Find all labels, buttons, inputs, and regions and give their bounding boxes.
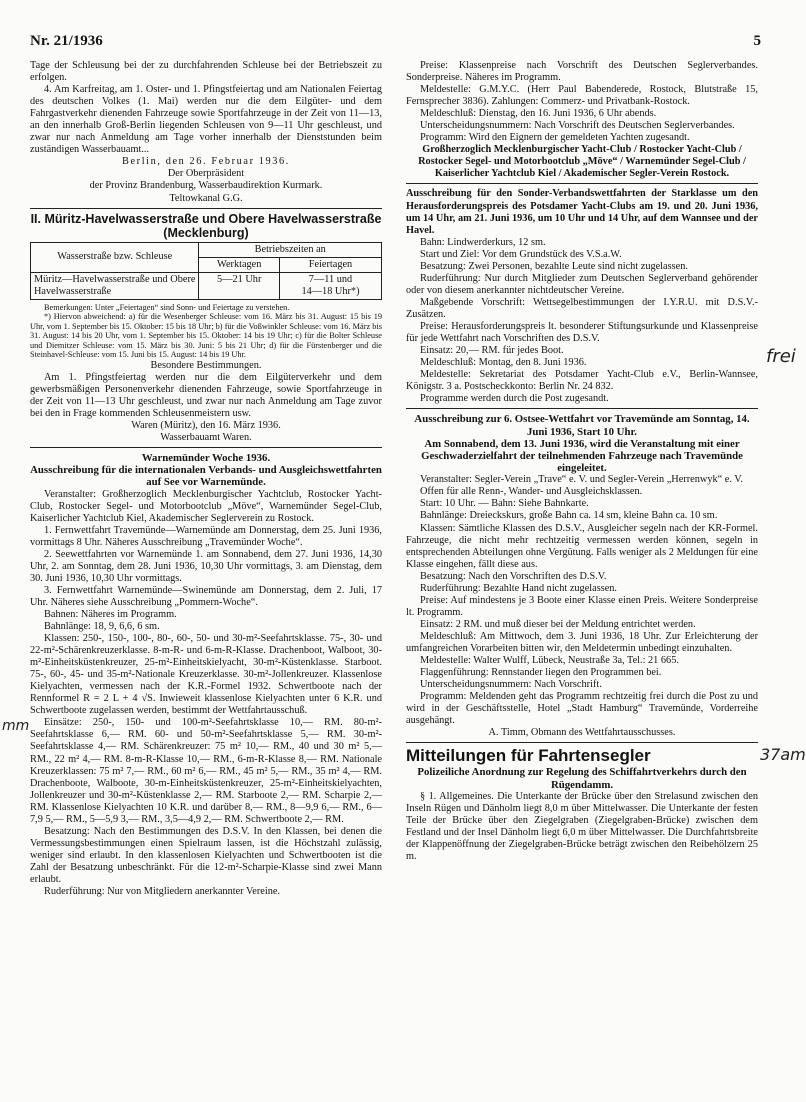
paragraph: Meldeschluß: Am Mittwoch, dem 3. Juni 1936, 18 Uhr. Zur Erleichterung der umfangreichen Vorarbeiten bitten wir, den Meldetermin unbedingt einzuhalten. bbox=[406, 630, 758, 654]
footnote: Bemerkungen: Unter „Feiertagen“ sind Sonn- und Feiertage zu verstehen. bbox=[44, 302, 290, 312]
paragraph: Bahn: Lindwerderkurs, 12 sm. bbox=[420, 236, 546, 248]
paragraph: Ruderführung: Nur von Mitgliedern anerkannter Vereine. bbox=[44, 886, 280, 898]
paragraph: Preise: Auf mindestens je 3 Boote einer Klasse einen Preis. Weitere Sonderpreise lt. Programm. bbox=[406, 594, 758, 618]
section-heading: Ausschreibung für den Sonder-Verbandswettfahrten der Starklasse um den Herausforderungspreis des Potsdamer Yacht-Clubs am 19. und 20. Juni 1936, um 14 Uhr, am 21. Juni 1936, um 10 Uhr und 14 Uhr, auf dem Wannsee und der Havel. bbox=[406, 188, 758, 236]
paragraph: 4. Am Karfreitag, am 1. Oster- und 1. Pfingstfeiertag und am Nationalen Feiertag des deutschen Volkes (1. Mai) werden nur die dem Eilgüter- und dem Fahrgastverkehr dienenden Fahrzeuge sowie Sportfahrzeuge in der Zeit von 11—13, an den innerhalb Groß-Berlin liegenden Schleusen von 9—11 Uhr geschleust, und zwar nur nach Anmeldung am Tage vorher innerhalb der Dienststunden beim zuständigen Wasserbauamt... bbox=[30, 84, 382, 156]
paragraph: Bahnlänge: 18, 9, 6,6, 6 sm. bbox=[44, 621, 160, 633]
place-date: Waren (Müritz), den 16. März 1936. bbox=[131, 419, 281, 431]
paragraph: Klassen: Sämtliche Klassen des D.S.V., Ausgleicher segeln nach der KR-Formel. Fahrzeuge, die nicht mehr rechtzeitig vermessen werden können, segeln in entsprechenden Abteilungen ohne Vergütung. Falls weniger als 2 Meldungen für eine Klasse eingehen, fällt diese aus. bbox=[406, 522, 758, 570]
section-heading: Ausschreibung zur 6. Ostsee-Wettfahrt vor Travemünde am Sonntag, 14. Juni 1936, Start 10 Uhr. bbox=[414, 413, 750, 438]
paragraph: Ruderführung: Bezahlte Hand nicht zugelassen. bbox=[420, 582, 618, 594]
paragraph: Preise: Herausforderungspreis lt. besonderer Stiftungsurkunde und Klassenpreise für jede Wettfahrt nach Vorschriften des D.S.V. bbox=[406, 320, 758, 345]
divider bbox=[30, 208, 382, 209]
paragraph: 3. Fernwettfahrt Warnemünde—Swinemünde am Donnerstag, dem 2. Juli, 17 Uhr. Näheres siehe Ausschreibung „Pommern-Woche“. bbox=[30, 584, 382, 608]
paragraph: 2. Seewettfahrten vor Warnemünde 1. am Sonnabend, dem 27. Juni 1936, 14,30 Uhr, 2. am Sonntag, dem 28. Juni 1936, 10,30 Uhr vormittags, 3. am Dienstag, dem 30. Juni 1936, 10,30 Uhr vormittags. bbox=[30, 548, 382, 584]
schedule-table bbox=[30, 242, 382, 300]
table-cell bbox=[279, 272, 381, 299]
paragraph: Start: 10 Uhr. — Bahn: Siehe Bahnkarte. bbox=[420, 498, 589, 510]
table-header: Feiertagen bbox=[279, 257, 381, 272]
signature: A. Timm, Obmann des Wettfahrtausschusses. bbox=[488, 727, 676, 739]
section-heading: II. Müritz-Havelwasserstraße und Obere Havelwasserstraße (Mecklenburg) bbox=[30, 211, 382, 240]
paragraph: Besatzung: Nach den Bestimmungen des D.S.V. In den Klassen, bei denen die Vermessungsbestimmungen einen Spielraum lassen, ist die Höchstzahl zulässig, weniger sind erlaubt. In den klassenlosen Kielyachten und Schwertbooten ist die Zahl der Besatzung unbeschränkt. Für die 12-m²-Scharpie-Klasse sind zwei Mann erlaubt. bbox=[30, 825, 382, 885]
section-subheading: Polizeiliche Anordnung zur Regelung des Schiffahrtverkehrs durch den Rügendamm. bbox=[417, 766, 747, 791]
paragraph: Veranstalter: Großherzoglich Mecklenburgischer Yachtclub, Rostocker Yacht-Club, Rostocker Segel- und Motorbootclub „Möve“, Warnemünder Segel-Club, Kaiserlicher Yachtclub Kiel, Akademischer Seglerverein zu Rostock. bbox=[30, 488, 382, 524]
paragraph: Maßgebende Vorschrift: Wettsegelbestimmungen der I.Y.R.U. mit D.S.V.-Zusätzen. bbox=[406, 296, 758, 320]
section-title: Mitteilungen für Fahrtensegler bbox=[406, 746, 651, 766]
paragraph: Klassen: 250-, 150-, 100-, 80-, 60-, 50- und 30-m²-Seefahrtsklasse. 75-, 30- und 22-m²-Schärenkreuzerklasse. 8-m-R- und 6-m-R-Klasse. Drachenboot, Walboot, 30-m²-Einheitsküstenkreuzer, 25-m²-Einheitskielyacht, 30-m²-Küstenklasse. Starboot. 75-, 60-, 45- und 35-m²-Nationale Kreuzerklasse. 30-m²-Jollenkreuzer. Klassenlose Kielyachten, vermessen nach der K.R.-Formel 1932. Schwertboote nach der Rennformel R = 2 L + 4 √S. Inwieweit klassenlose Kielyachten unter 6 K.R. und Schwertboote zugelassen werden, bestimmt der Wettfahrtausschuß. bbox=[30, 633, 382, 717]
club-list: Großherzoglich Mecklenburgischer Yacht-Club / Rostocker Yacht-Club / Rostocker Segel- und Motorbootclub „Möve“ / Warnemünder Segel-Club / Kaiserlicher Yachtclub Kiel / Akademischer Segler-Verein Rostock. bbox=[418, 144, 746, 180]
left-column bbox=[30, 60, 382, 898]
paragraph: Offen für alle Renn-, Wander- und Ausgleichsklassen. bbox=[420, 486, 643, 498]
paragraph: Meldestelle: G.M.Y.C. (Herr Paul Babenderede, Rostock, Blutstraße 15, Fernsprecher 3836). Zahlungen: Commerz- und Privatbank-Rostock. bbox=[406, 84, 758, 108]
paragraph: Meldeschluß: Dienstag, den 16. Juni 1936, 6 Uhr abends. bbox=[420, 108, 657, 120]
paragraph: Einsätze: 250-, 150- und 100-m²-Seefahrtsklasse 10,— RM. 80-m²-Seefahrtsklasse 6,— RM. 60- und 50-m²-Seefahrtsklasse 5,— RM. 30-m²-Seefahrtsklasse 4,— RM. Schärenkreuzer: 75 m² 10,— RM., 40 und 30 m² 5,— RM., 22 m² 4,— RM. 8-m-R-Klasse 10,— RM., 6-m-R-Klasse 8,— RM. Nationale Kreuzerklassen: 75 m² 7,— RM., 60 m² 6,— RM., 45 m² 5,— RM., 35 m² 4,— RM. Drachenboote, Walboote, 30-m-Einheitsküstenkreuzer, 25-m²-Einheitskielyachten, Jollenkreuzer und 30-m²-Küstenklasse 2,— RM. Starboote 2,— RM. Scharpie 2,— RM. Klassenlose Kielyachten 10 K.R. und darüber 8,— RM., 8—9,9 6,— RM., 6—7,9 5,— RM., 5—5,9 3,— RM., 3,5—4,9 2,— RM. Schwertboote 2,— RM. bbox=[30, 717, 382, 825]
paragraph: Meldestelle: Walter Wulff, Lübeck, Neustraße 3a, Tel.: 21 665. bbox=[420, 655, 679, 667]
divider bbox=[406, 183, 758, 184]
section-subheading: Am Sonnabend, dem 13. Juni 1936, wird die Veranstaltung mit einer Geschwaderzielfahrt der teilnehmenden Fahrzeuge nach Travemünde eingeleitet. bbox=[421, 437, 743, 475]
divider bbox=[406, 408, 758, 409]
divider bbox=[30, 447, 382, 448]
table-cell-line: 7—11 und bbox=[308, 273, 353, 285]
paragraph: Unterscheidungsnummern: Nach Vorschrift. bbox=[420, 679, 602, 691]
page-number: 5 bbox=[753, 33, 761, 49]
signature: Der Oberpräsident bbox=[167, 168, 245, 180]
margin-note: 37am bbox=[760, 745, 806, 764]
paragraph: Meldestelle: Sekretariat des Potsdamer Yacht-Club e.V., Berlin-Wannsee, Königstr. 3 a. Postscheckkonto: Berlin Nr. 24 832. bbox=[406, 369, 758, 393]
place-date: Berlin, den 26. Februar 1936. bbox=[122, 156, 290, 168]
issue-number: Nr. 21/1936 bbox=[30, 33, 103, 49]
signature: Teltowkanal G.G. bbox=[169, 192, 243, 204]
paragraph: Programm: Wird den Eignern der gemeldeten Yachten zugesandt. bbox=[420, 132, 690, 144]
signature: Wasserbauamt Waren. bbox=[160, 431, 252, 443]
margin-note: frei bbox=[766, 346, 796, 367]
paragraph: Bahnlänge: Dreieckskurs, große Bahn ca. 14 sm, kleine Bahn ca. 10 sm. bbox=[420, 510, 718, 522]
margin-note: mm bbox=[2, 718, 30, 734]
paragraph: Am 1. Pfingstfeiertag werden nur die dem Eilgüterverkehr und dem gewerbsmäßigen Personenverkehr dienenden Fahrzeuge, sowie Sportfahrzeuge in der Zeit von 11—13 Uhr geschleust, und zwar nur nach Anmeldung am Tage zuvor bei den in Frage kommenden Schleusenmeistern usw. bbox=[30, 371, 382, 419]
paragraph: Unterscheidungsnummern: Nach Vorschrift des Deutschen Seglerverbandes. bbox=[420, 120, 735, 132]
paragraph: Einsatz: 20,— RM. für jedes Boot. bbox=[420, 345, 564, 357]
divider bbox=[406, 742, 758, 743]
section-heading: Warnemünder Woche 1936. bbox=[141, 451, 271, 464]
paragraph: Einsatz: 2 RM. und muß dieser bei der Meldung entrichtet werden. bbox=[420, 618, 696, 630]
signature: der Provinz Brandenburg, Wasserbaudirektion Kurmark. bbox=[89, 180, 323, 192]
paragraph: Preise: Klassenpreise nach Vorschrift des Deutschen Seglerverbandes. Sonderpreise. Näheres im Programm. bbox=[406, 60, 758, 84]
paragraph: 1. Fernwettfahrt Travemünde—Warnemünde am Donnerstag, dem 25. Juni 1936, vormittags 8 Uhr. Näheres Ausschreibung „Travemünder Woche“. bbox=[30, 524, 382, 548]
table-cell-line: 14—18 Uhr*) bbox=[301, 285, 360, 297]
paragraph: Tage der Schleusung bei der zu durchfahrenden Schleuse bei der Betriebszeit zu erfolgen. bbox=[30, 60, 382, 84]
subheading: Besondere Bestimmungen. bbox=[150, 359, 262, 371]
page-header bbox=[30, 33, 769, 53]
table-cell: Müritz—Havelwasserstraße und Obere Havelwasserstraße bbox=[31, 272, 199, 299]
paragraph: Flaggenführung: Rennstander liegen den Programmen bei. bbox=[420, 667, 662, 679]
paragraph: Bahnen: Näheres im Programm. bbox=[44, 608, 177, 620]
table-header: Wasserstraße bzw. Schleuse bbox=[31, 242, 199, 272]
paragraph: Meldeschluß: Montag, den 8. Juni 1936. bbox=[420, 357, 587, 369]
table-cell: 5—21 Uhr bbox=[199, 272, 280, 299]
table-header: Werktagen bbox=[199, 257, 280, 272]
paragraph: Programme werden durch die Post zugesandt. bbox=[420, 393, 609, 405]
paragraph: Ruderführung: Nur durch Mitglieder zum Deutschen Seglerverband gehörender oder von diesem anerkannter nichtdeutscher Vereine. bbox=[406, 272, 758, 296]
paragraph: Start und Ziel: Vor dem Grundstück des V.S.a.W. bbox=[420, 248, 622, 260]
paragraph: Besatzung: Zwei Personen, bezahlte Leute sind nicht zugelassen. bbox=[420, 260, 688, 272]
section-subheading: Ausschreibung für die internationalen Verbands- und Ausgleichswettfahrten auf See vor Warnemünde. bbox=[30, 464, 382, 489]
paragraph: § 1. Allgemeines. Die Unterkante der Brücke über den Strelasund zwischen den Inseln Rügen und Dänholm liegt 8,0 m über Mittelwasser. Die Unterkante der festen Teile der Brücke über den Ziegelgraben (Ziegelgraben-Brücke) zwischen dem Festland und der Insel Dänholm liegt 6,0 m über Mittelwasser. Die Durchfahrtsbreite der Klappenöffnung der Ziegelgraben-Brücke beträgt zwischen den Reibehölzern 25 m. bbox=[406, 790, 758, 862]
paragraph: Veranstalter: Segler-Verein „Trave“ e. V. und Segler-Verein „Herrenwyk“ e. V. bbox=[420, 474, 743, 486]
paragraph: Programm: Meldenden geht das Programm rechtzeitig frei durch die Post zu und wird in der Geschäftsstelle, Hotel „Stadt Hamburg“ Travemünde, Vorderreihe ausgehängt. bbox=[406, 691, 758, 727]
paragraph: Besatzung: Nach den Vorschriften des D.S.V. bbox=[420, 570, 607, 582]
right-column bbox=[406, 60, 758, 863]
table-header: Betriebszeiten an bbox=[199, 242, 382, 257]
footnote: *) Hiervon abweichend: a) für die Wesenberger Schleuse: vom 16. März bis 31. August: 15 bis 19 Uhr, vom 1. September bis 15. Oktober: 15 bis 18 Uhr; b) für die Voßwinkler Schleuse: vom 16. März bis 31. August: 14 bis 20 Uhr, vom 1. September bis 15. Oktober: 14 bis 19 Uhr; c) für die Bolter Schleuse und Diemitzer Schleuse: vom 15. März bis 30. Juni: 5 bis 21 Uhr; d) für die Fürstenberger und die Steinhavel-Schleuse: vom 15. Juni bis 15. August: 14 bis 19 Uhr. bbox=[30, 312, 382, 360]
